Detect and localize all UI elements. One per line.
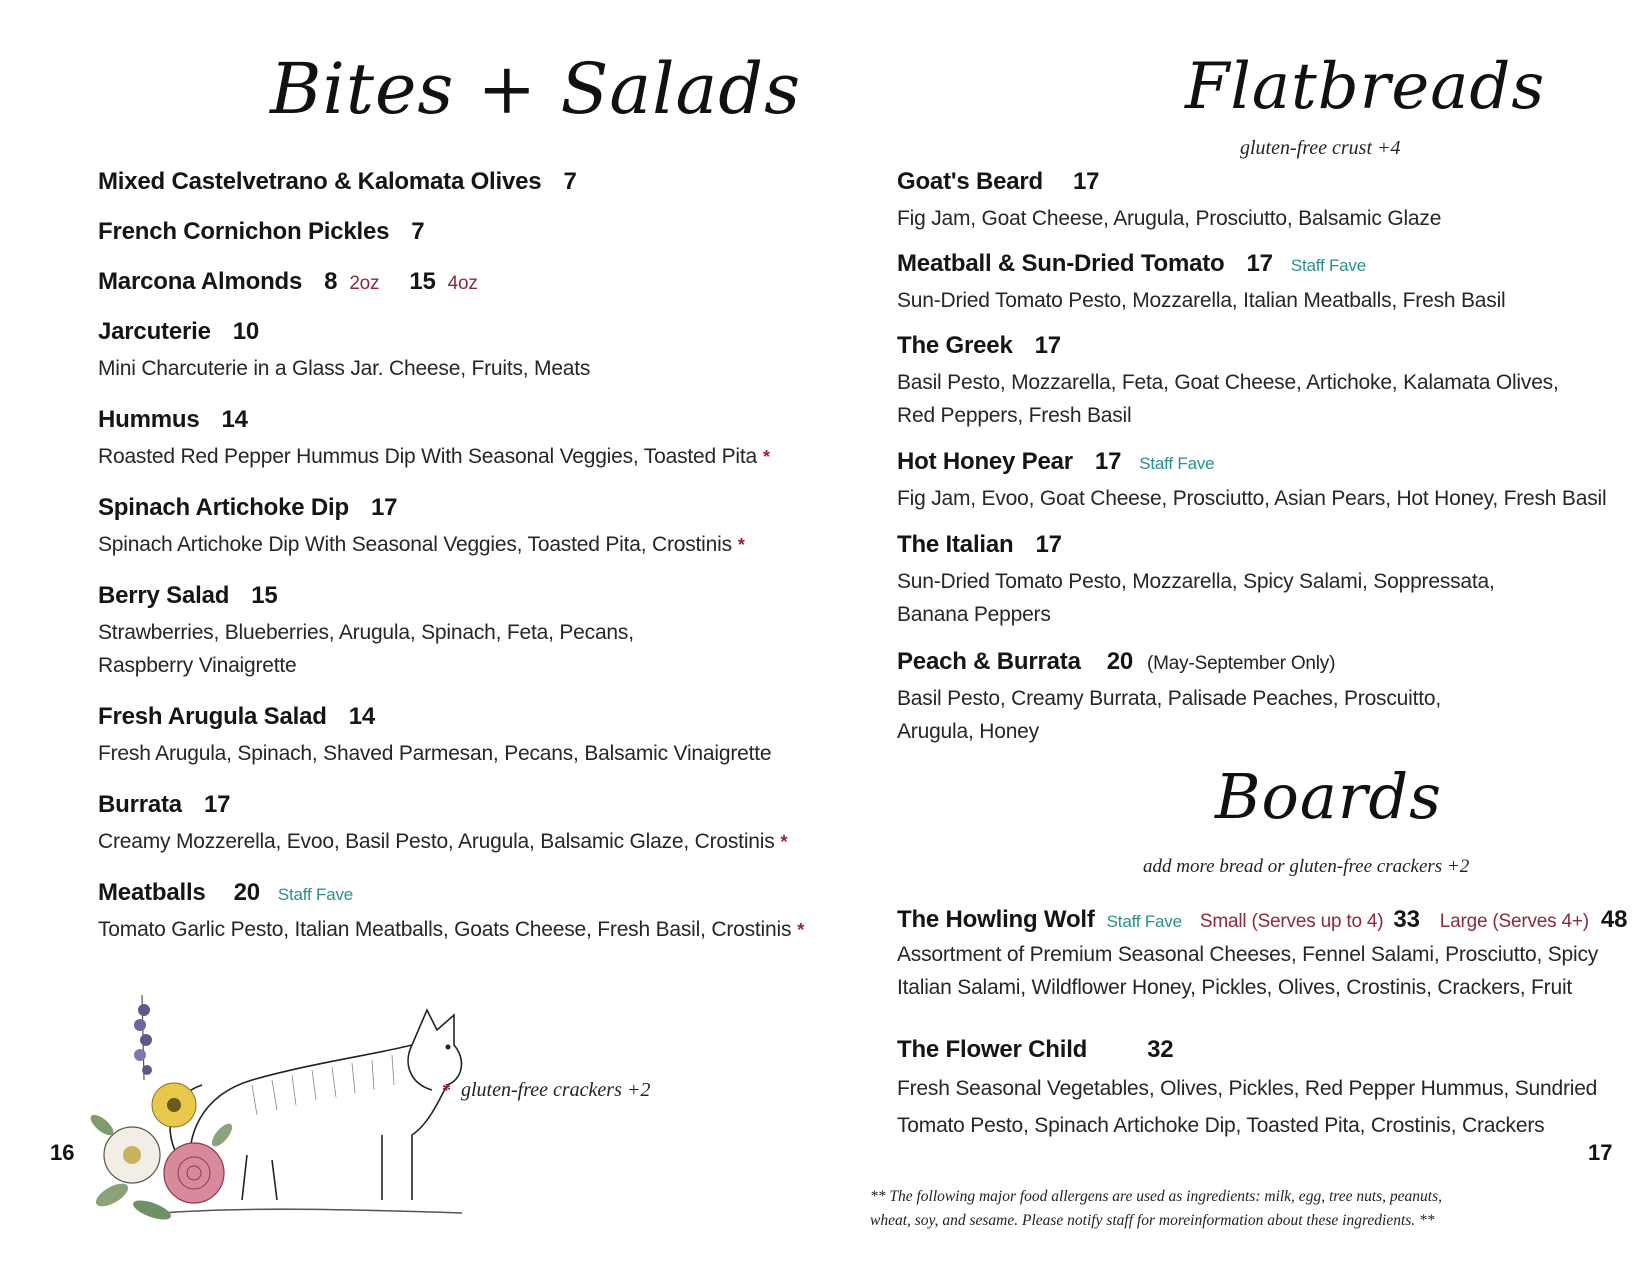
staff-fave-badge: Staff Fave — [277, 885, 354, 904]
item-price: 17 — [1035, 531, 1062, 558]
item-price: 14 — [221, 406, 248, 433]
small-size-label: Small (Serves up to 4) — [1199, 911, 1384, 932]
item-desc-2: Italian Salami, Wildflower Honey, Pickles, Olives, Crostinis, Crackers, Fruit — [897, 976, 1573, 999]
staff-fave-badge: Staff Fave — [1139, 454, 1215, 473]
seasonal-note: (May-September Only) — [1147, 653, 1336, 674]
item-desc: Fig Jam, Goat Cheese, Arugula, Prosciutto, Balsamic Glaze — [897, 207, 1442, 230]
right-page — [825, 0, 1650, 1275]
menu-item — [98, 879, 804, 947]
wolf-flowers-illustration — [82, 985, 482, 1235]
item-name: Goat's Beard — [897, 168, 1044, 195]
item-price: 7 — [411, 218, 425, 245]
item-price-2: 15 — [409, 268, 436, 295]
item-price: 32 — [1147, 1036, 1174, 1063]
item-name: The Flower Child — [897, 1036, 1088, 1063]
item-desc-2: Banana Peppers — [897, 603, 1051, 626]
boards-title: Boards — [1215, 760, 1442, 833]
flatbreads-title: Flatbreads — [1185, 50, 1546, 124]
item-desc: Sun-Dried Tomato Pesto, Mozzarella, Spicy Salami, Soppressata, — [897, 570, 1495, 593]
item-price: 17 — [370, 494, 398, 521]
item-desc: Basil Pesto, Creamy Burrata, Palisade Peaches, Proscuitto, — [897, 687, 1441, 710]
menu-item — [98, 318, 590, 385]
item-price: 14 — [348, 703, 375, 730]
item-name: French Cornichon Pickles — [98, 218, 390, 245]
staff-fave-badge: Staff Fave — [1290, 256, 1366, 275]
item-price: 8 — [324, 268, 338, 295]
item-price: 15 — [251, 582, 278, 609]
gluten-free-note-text: gluten-free crackers +2 — [461, 1079, 651, 1101]
item-name: Berry Salad — [98, 582, 230, 609]
item-name: The Howling Wolf — [897, 906, 1095, 933]
menu-item — [897, 531, 1495, 631]
flatbreads-subtitle: gluten-free crust +4 — [1240, 137, 1401, 159]
item-desc-2: Arugula, Honey — [897, 720, 1039, 743]
menu-item — [98, 703, 771, 770]
item-price: 7 — [563, 168, 577, 195]
menu-item — [98, 791, 787, 859]
item-desc: Basil Pesto, Mozzarella, Feta, Goat Cheese, Artichoke, Kalamata Olives, — [897, 371, 1559, 394]
item-desc: Roasted Red Pepper Hummus Dip With Seasonal Veggies, Toasted Pita — [98, 445, 757, 468]
item-desc-2: Raspberry Vinaigrette — [98, 654, 297, 677]
menu-item — [98, 406, 770, 474]
item-desc: Sun-Dried Tomato Pesto, Mozzarella, Italian Meatballs, Fresh Basil — [897, 289, 1506, 312]
item-desc-2: Tomato Pesto, Spinach Artichoke Dip, Toasted Pita, Crostinis, Crackers — [897, 1114, 1545, 1137]
board-item — [897, 906, 1627, 1004]
item-name: Hot Honey Pear — [897, 448, 1073, 475]
menu-item — [897, 250, 1506, 317]
item-desc: Fresh Arugula, Spinach, Shaved Parmesan, Pecans, Balsamic Vinaigrette — [98, 742, 772, 765]
board-item — [897, 1036, 1597, 1144]
gluten-free-mark: * — [762, 447, 770, 467]
item-price: 17 — [1073, 168, 1100, 195]
size-label-2: 4oz — [447, 273, 478, 294]
item-name: Meatballs — [98, 879, 206, 906]
allergen-line-1: ** The following major food allergens are used as ingredients: milk, egg, tree nuts, peanuts, — [870, 1188, 1443, 1205]
page-number: 17 — [1588, 1140, 1613, 1165]
item-price: 10 — [232, 318, 260, 345]
small-price: 33 — [1393, 906, 1420, 933]
item-desc: Strawberries, Blueberries, Arugula, Spinach, Feta, Pecans, — [98, 621, 634, 644]
large-price: 48 — [1600, 906, 1628, 933]
item-price: 17 — [203, 791, 231, 818]
menu-item — [98, 582, 634, 682]
item-name: Burrata — [98, 791, 182, 818]
item-desc: Tomato Garlic Pesto, Italian Meatballs, Goats Cheese, Fresh Basil, Crostinis — [98, 918, 792, 941]
item-price: 20 — [233, 879, 260, 906]
menu-item — [98, 168, 577, 196]
gluten-free-note — [442, 1079, 650, 1102]
menu-item — [98, 268, 478, 296]
allergen-notice — [870, 1185, 1520, 1233]
item-desc: Creamy Mozzerella, Evoo, Basil Pesto, Arugula, Balsamic Glaze, Crostinis — [98, 830, 775, 853]
item-price: 20 — [1106, 648, 1134, 675]
item-name: Meatball & Sun-Dried Tomato — [897, 250, 1225, 277]
size-label: 2oz — [349, 273, 380, 294]
menu-item — [897, 648, 1441, 748]
item-desc: Assortment of Premium Seasonal Cheeses, Fennel Salami, Prosciutto, Spicy — [897, 943, 1599, 966]
menu-item — [897, 168, 1441, 235]
item-desc: Fig Jam, Evoo, Goat Cheese, Prosciutto, Asian Pears, Hot Honey, Fresh Basil — [897, 487, 1607, 510]
item-price: 17 — [1094, 448, 1122, 475]
item-desc: Spinach Artichoke Dip With Seasonal Veggies, Toasted Pita, Crostinis — [98, 533, 732, 556]
item-name: Hummus — [98, 406, 200, 433]
gluten-free-mark: * — [780, 832, 788, 852]
item-name: The Greek — [897, 332, 1013, 359]
item-name: Peach & Burrata — [897, 648, 1081, 675]
item-desc-2: Red Peppers, Fresh Basil — [897, 404, 1132, 427]
item-name: Marcona Almonds — [98, 268, 303, 295]
item-desc: Mini Charcuterie in a Glass Jar. Cheese, Fruits, Meats — [98, 357, 591, 380]
menu-item — [897, 332, 1559, 432]
large-size-label: Large (Serves 4+) — [1439, 911, 1589, 932]
menu-item — [98, 494, 745, 562]
gluten-free-mark: * — [442, 1080, 451, 1100]
item-name: Jarcuterie — [98, 318, 211, 345]
gluten-free-mark: * — [797, 920, 805, 940]
gluten-free-mark: * — [737, 535, 745, 555]
menu-item — [897, 448, 1606, 515]
item-name: Mixed Castelvetrano & Kalomata Olives — [98, 168, 542, 195]
item-price: 17 — [1246, 250, 1273, 277]
boards-subtitle: add more bread or gluten-free crackers +2 — [1143, 856, 1470, 877]
item-name: The Italian — [897, 531, 1014, 558]
staff-fave-badge: Staff Fave — [1106, 912, 1182, 931]
item-name: Spinach Artichoke Dip — [98, 494, 349, 521]
allergen-line-2: wheat, soy, and sesame. Please notify staff for moreinformation about these ingredients. ** — [870, 1212, 1435, 1229]
item-desc: Fresh Seasonal Vegetables, Olives, Pickles, Red Pepper Hummus, Sundried — [897, 1077, 1598, 1100]
bites-salads-title: Bites + Salads — [270, 48, 802, 130]
page-number: 16 — [50, 1140, 75, 1165]
item-price: 17 — [1034, 332, 1061, 359]
menu-item — [98, 218, 424, 246]
item-name: Fresh Arugula Salad — [98, 703, 327, 730]
